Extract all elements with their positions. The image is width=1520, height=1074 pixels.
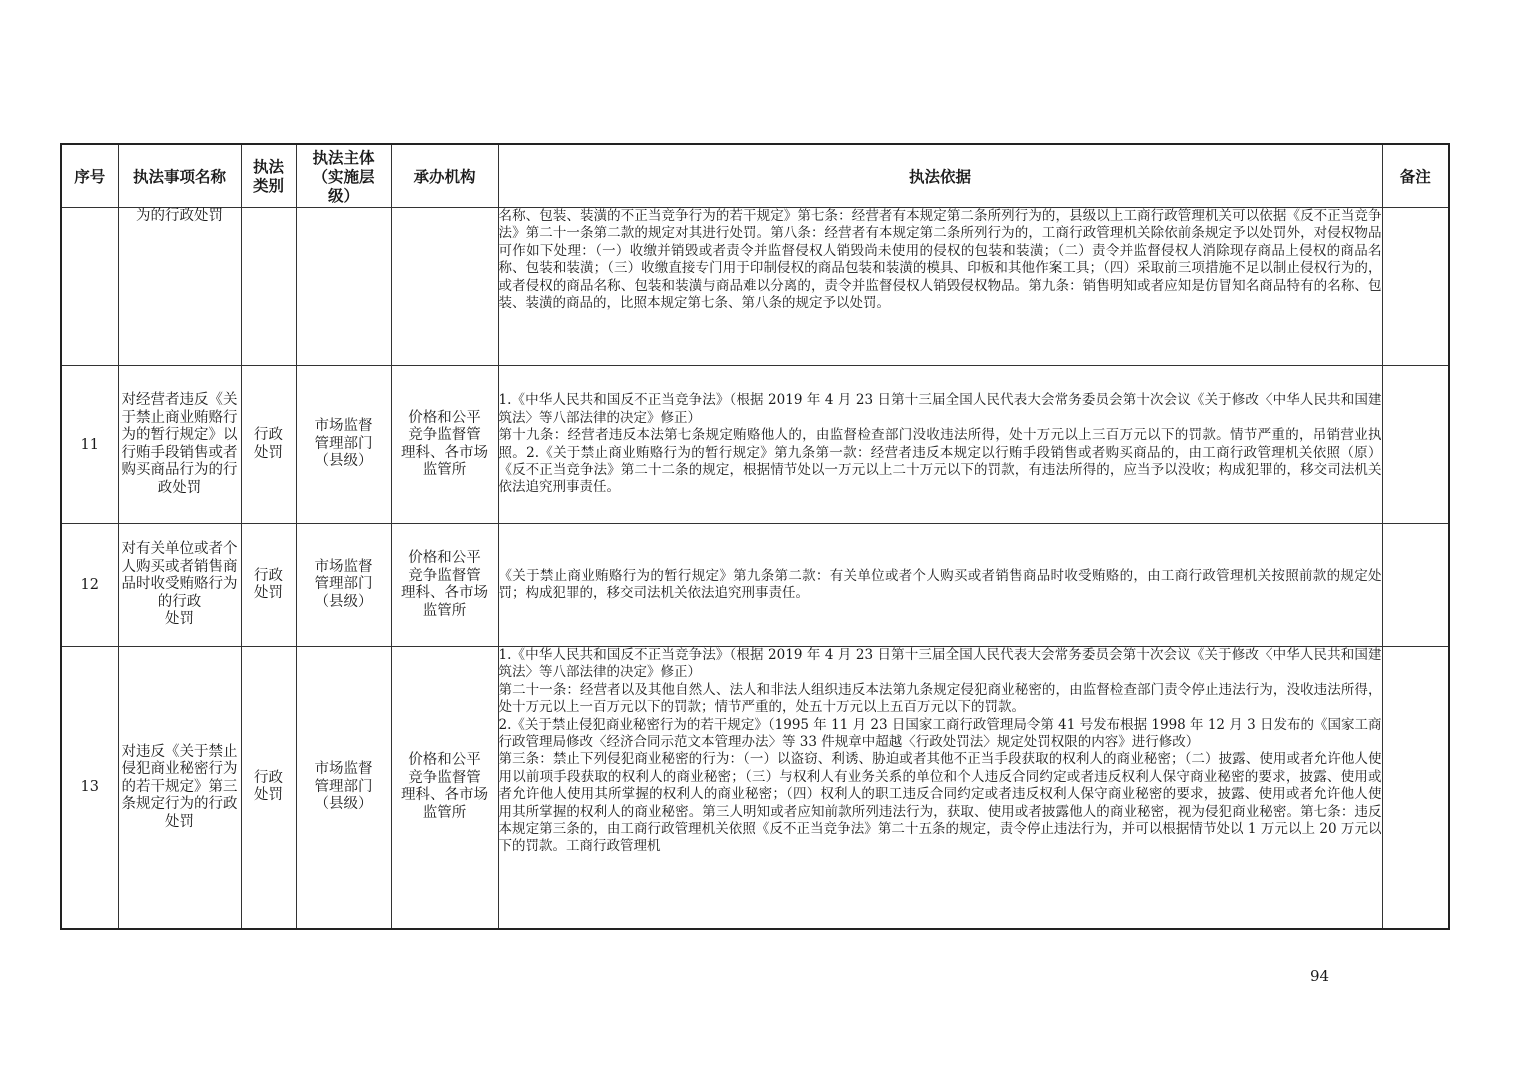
header-item-name: 执法事项名称 — [118, 144, 241, 208]
row-remark — [1382, 647, 1449, 929]
row-basis — [498, 524, 1382, 647]
header-subject: 执法主体 （实施层 级） — [296, 144, 391, 208]
row-seq — [61, 208, 118, 366]
header-basis: 执法依据 — [498, 144, 1382, 208]
row-seq: 13 — [61, 647, 118, 929]
row-remark — [1382, 366, 1449, 524]
row-category: 行政 处罚 — [241, 647, 296, 929]
row-item-name: 对经营者违反《关于禁止商业贿赂行为的暂行规定》以行贿手段销售或者购买商品行为的行政处罚 — [118, 366, 241, 524]
row-category: 行政 处罚 — [241, 366, 296, 524]
row-subject: 市场监督 管理部门 （县级） — [296, 524, 391, 647]
row-agency: 价格和公平 竞争监督管 理科、各市场 监管所 — [391, 524, 498, 647]
row-category: 行政 处罚 — [241, 524, 296, 647]
basis-paragraph: 2.《关于禁止侵犯商业秘密行为的若干规定》（1995 年 11 月 23 日国家工商行政管理局令第 41 号发布根据 1998 年 12 月 3 日发布的《国家工商行政管理局修改〈经济合同示范文本管理办法〉等 33 件规章中超越〈行政处罚法〉规定处罚权限的内容》进行修改） — [498, 716, 1382, 751]
row-remark — [1382, 208, 1449, 366]
row-seq: 12 — [61, 524, 118, 647]
basis-paragraph: 1.《中华人民共和国反不正当竞争法》（根据 2019 年 4 月 23 日第十三届全国人民代表大会常务委员会第十次会议《关于修改〈中华人民共和国建筑法〉等八部法律的决定》修正） — [498, 392, 1382, 426]
row-subject: 市场监督 管理部门 （县级） — [296, 647, 391, 929]
table-row — [61, 208, 1449, 366]
row-item-name: 为的行政处罚 — [118, 208, 241, 366]
header-seq: 序号 — [61, 144, 118, 208]
header-row — [61, 144, 1449, 208]
row-agency: 价格和公平 竞争监督管 理科、各市场 监管所 — [391, 647, 498, 929]
row-item-name: 对违反《关于禁止侵犯商业秘密行为的若干规定》第三条规定行为的行政处罚 — [118, 647, 241, 929]
basis-paragraph: 名称、包装、装潢的不正当竞争行为的若干规定》第七条：经营者有本规定第二条所列行为的，县级以上工商行政管理机关可以依据《反不正当竞争法》第二十一条第二款的规定对其进行处罚。第八条：经营者有本规定第二条所列行为的，工商行政管理机关除依前条规定予以处罚外，对侵权物品可作如下处理：（一）收缴并销毁或者责令并监督侵权人销毁尚未使用的侵权的包装和装潢；（二）责令并监督侵权人消除现存商品上侵权的商品名称、包装和装潢；（三）收缴直接专门用于印制侵权的商品包装和装潢的模具、印板和其他作案工具；（四）采取前三项措施不足以制止侵权行为的，或者侵权的商品名称、包装和装潢与商品难以分离的，责令并监督侵权人销毁侵权物品。第九条：销售明知或者应知是仿冒知名商品特有的名称、包装、装潢的商品的，比照本规定第七条、第八条的规定予以处罚。 — [498, 208, 1382, 312]
row-remark — [1382, 524, 1449, 647]
header-agency: 承办机构 — [391, 144, 498, 208]
row-agency — [391, 208, 498, 366]
row-subject — [296, 208, 391, 366]
row-basis — [498, 647, 1382, 929]
row-item-name: 对有关单位或者个人购买或者销售商品时收受贿赂行为的行政 处罚 — [118, 524, 241, 647]
basis-paragraph: 第十九条：经营者违反本法第七条规定贿赂他人的，由监督检查部门没收违法所得，处十万元以上三百万元以下的罚款。情节严重的，吊销营业执照。2.《关于禁止商业贿赂行为的暂行规定》第九条第一款：经营者违反本规定以行贿手段销售或者购买商品的，由工商行政管理机关依照（原）《反不正当竞争法》第二十二条的规定，根据情节处以一万元以上二十万元以下的罚款，有违法所得的，应当予以没收；构成犯罪的，移交司法机关依法追究刑事责任。 — [498, 427, 1382, 496]
row-agency: 价格和公平 竞争监督管 理科、各市场 监管所 — [391, 366, 498, 524]
table-row — [61, 647, 1449, 929]
basis-paragraph: 《关于禁止商业贿赂行为的暂行规定》第九条第二款：有关单位或者个人购买或者销售商品时收受贿赂的，由工商行政管理机关按照前款的规定处罚；构成犯罪的，移交司法机关依法追究刑事责任。 — [498, 567, 1382, 601]
table-row — [61, 524, 1449, 647]
row-seq: 11 — [61, 366, 118, 524]
basis-paragraph: 第二十一条：经营者以及其他自然人、法人和非法人组织违反本法第九条规定侵犯商业秘密的，由监督检查部门责令停止违法行为，没收违法所得，处十万元以上一百万元以下的罚款；情节严重的，处五十万元以上五百万元以下的罚款。 — [498, 681, 1382, 716]
row-subject: 市场监督 管理部门 （县级） — [296, 366, 391, 524]
enforcement-table — [60, 143, 1450, 930]
table-row — [61, 366, 1449, 524]
header-remark: 备注 — [1382, 144, 1449, 208]
basis-paragraph: 第三条：禁止下列侵犯商业秘密的行为：（一）以盗窃、利诱、胁迫或者其他不正当手段获取的权利人的商业秘密；（二）披露、使用或者允许他人使用以前项手段获取的权利人的商业秘密；（三）与权利人有业务关系的单位和个人违反合同约定或者违反权利人保守商业秘密的要求，披露、使用或者允许他人使用其所掌握的权利人的商业秘密；（四）权利人的职工违反合同约定或者违反权利人保守商业秘密的要求，披露、使用或者允许他人使用其所掌握的权利人的商业秘密。第三人明知或者应知前款所列违法行为，获取、使用或者披露他人的商业秘密，视为侵犯商业秘密。第七条：违反本规定第三条的，由工商行政管理机关依照《反不正当竞争法》第二十五条的规定，责令停止违法行为，并可以根据情节处以 1 万元以上 20 万元以下的罚款。工商行政管理机 — [498, 751, 1382, 855]
row-basis — [498, 366, 1382, 524]
page-number: 94 — [1310, 967, 1330, 985]
row-category — [241, 208, 296, 366]
row-basis — [498, 208, 1382, 366]
header-category: 执法 类别 — [241, 144, 296, 208]
basis-paragraph: 1.《中华人民共和国反不正当竞争法》（根据 2019 年 4 月 23 日第十三届全国人民代表大会常务委员会第十次会议《关于修改〈中华人民共和国建筑法〉等八部法律的决定》修正） — [498, 647, 1382, 681]
